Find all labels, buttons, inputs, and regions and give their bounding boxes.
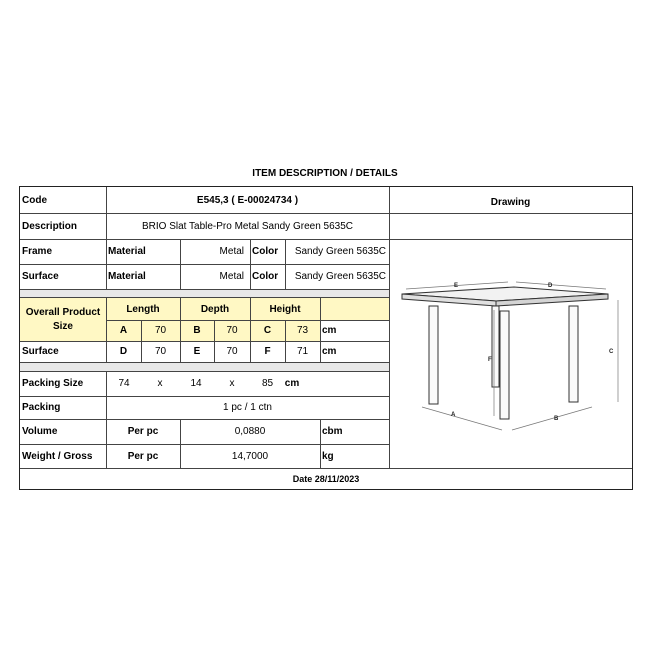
- drawing-label-f: F: [488, 357, 492, 363]
- drawing-label-b: B: [554, 416, 559, 422]
- surface-material-label: Material: [108, 271, 146, 282]
- drawing-label: Drawing: [490, 197, 531, 208]
- code-label: Code: [22, 194, 47, 206]
- packing-size-length: 74: [118, 378, 130, 389]
- volume-unit: cbm: [322, 426, 343, 437]
- weight-per: Per pc: [127, 450, 159, 462]
- frame-material-value: Metal: [219, 246, 244, 257]
- dim-key-a: A: [119, 325, 128, 336]
- volume-label: Volume: [22, 426, 58, 437]
- dim-key-b: B: [193, 325, 201, 336]
- surface-color-value: Sandy Green 5635C: [294, 271, 386, 282]
- dim-value-c: 73: [296, 325, 309, 336]
- description-label: Description: [22, 220, 78, 232]
- overall-unit: cm: [322, 325, 337, 336]
- frame-material-label: Material: [108, 246, 146, 257]
- surface-dims-unit: cm: [322, 346, 337, 357]
- table-leg-back-left: [492, 306, 499, 387]
- weight-value: 14,7000: [231, 450, 269, 462]
- packing-label: Packing: [22, 402, 61, 413]
- frame-color-label: Color: [252, 246, 279, 257]
- surface-color-label: Color: [252, 271, 279, 282]
- dim-value-a: 70: [154, 325, 167, 336]
- dim-key-f: F: [264, 346, 271, 357]
- dim-key-e: E: [193, 346, 201, 357]
- drawing-label-c: C: [609, 349, 614, 355]
- packing-size-unit: cm: [284, 378, 300, 389]
- dim-key-c: C: [263, 325, 272, 336]
- frame-color-value: Sandy Green 5635C: [294, 246, 386, 257]
- table-drawing: [392, 252, 624, 454]
- volume-value: 0,0880: [234, 426, 266, 437]
- depth-header: Depth: [200, 303, 230, 315]
- drawing-label-a: A: [451, 412, 456, 418]
- surface-dims-label: Surface: [22, 346, 59, 357]
- length-header: Length: [126, 303, 160, 315]
- gray-band: [20, 289, 389, 297]
- height-header: Height: [269, 303, 301, 315]
- table-leg-back-right: [569, 306, 578, 402]
- dim-value-e: 70: [226, 346, 238, 357]
- gray-band-2: [20, 362, 389, 371]
- date-footer: Date 28/11/2023: [292, 473, 360, 484]
- table-leg-front-right: [500, 311, 509, 419]
- packing-size-label: Packing Size: [22, 378, 84, 389]
- volume-per: Per pc: [127, 426, 159, 437]
- packing-value: 1 pc / 1 ctn: [223, 402, 272, 413]
- packing-size-height: 85: [261, 378, 274, 389]
- packing-size-sep-2: x: [229, 378, 235, 389]
- surface-material-value: Metal: [219, 271, 244, 282]
- drawing-label-e: E: [454, 283, 459, 289]
- dim-value-b: 70: [226, 325, 238, 336]
- packing-size-width: 14: [190, 378, 202, 389]
- dim-value-d: 70: [154, 346, 167, 357]
- sheet-title: ITEM DESCRIPTION / DETAILS: [252, 168, 398, 179]
- overall-size-label: Overall Product Size: [25, 306, 101, 332]
- dim-value-f: 71: [296, 346, 309, 357]
- weight-label: Weight / Gross: [22, 450, 93, 462]
- description-value: BRIO Slat Table-Pro Metal Sandy Green 5635C: [141, 220, 354, 232]
- surface-label: Surface: [22, 271, 59, 282]
- frame-label: Frame: [22, 246, 53, 257]
- weight-unit: kg: [322, 450, 334, 462]
- drawing-label-d: D: [548, 283, 553, 289]
- dim-key-d: D: [119, 346, 128, 357]
- code-value: E545,3 ( E-00024734 ): [196, 194, 299, 206]
- packing-size-sep-1: x: [157, 378, 163, 389]
- table-leg-front-left: [429, 306, 438, 404]
